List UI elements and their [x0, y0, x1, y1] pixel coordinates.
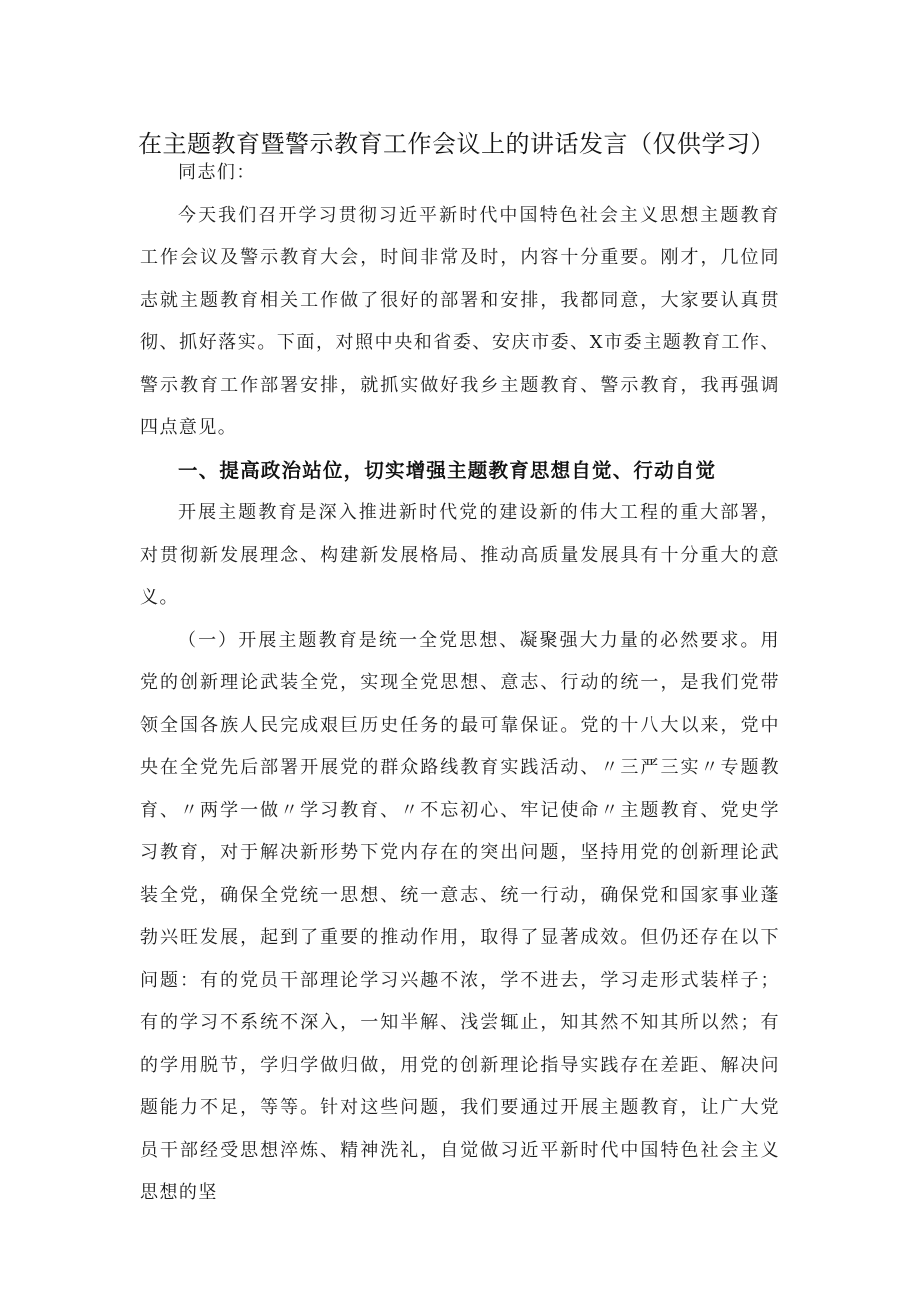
paragraph-intro: 今天我们召开学习贯彻习近平新时代中国特色社会主义思想主题教育工作会议及警示教育大会，时间非常及时，内容十分重要。刚才，几位同志就主题教育相关工作做了很好的部署和安排，我都同意，大家要认真贯彻、抓好落实。下面，对照中央和省委、安庆市委、X市委主题教育工作、警示教育工作部署安排，就抓实做好我乡主题教育、警示教育，我再强调四点意见。 — [140, 204, 780, 438]
paragraph-subsection-1: （一）开展主题教育是统一全党思想、凝聚强大力量的必然要求。用党的创新理论武装全党，实现全党思想、意志、行动的统一，是我们党带领全国各族人民完成艰巨历史任务的最可靠保证。党的十八大以来，党中央在全党先后部署开展党的群众路线教育实践活动、〃三严三实〃专题教育、〃两学一做〃学习教育、〃不忘初心、牢记使命〃主题教育、党史学习教育，对于解决新形势下党内存在的突出问题，坚持用党的创新理论武装全党，确保全党统一思想、统一意志、统一行动，确保党和国家事业蓬勃兴旺发展，起到了重要的推动作用，取得了显著成效。但仍还存在以下问题：有的党员干部理论学习兴趣不浓，学不进去，学习走形式装样子；有的学习不系统不深入，一知半解、浅尝辄止，知其然不知其所以然；有的学用脱节，学归学做归做，用党的创新理论指导实践存在差距、解决问题能力不足，等等。针对这些问题，我们要通过开展主题教育，让广大党员干部经受思想淬炼、精神洗礼，自觉做习近平新时代中国特色社会主义思想的坚 — [140, 629, 780, 1203]
greeting: 同志们： — [178, 162, 256, 183]
paragraph-section-1-intro: 开展主题教育是深入推进新时代党的建设新的伟大工程的重大部署，对贯彻新发展理念、构建新发展格局、推动高质量发展具有十分重大的意义。 — [140, 502, 780, 608]
document-title: 在主题教育暨警示教育工作会议上的讲话发言（仅供学习） — [138, 130, 775, 158]
section-heading-1: 一、提高政治站位，切实增强主题教育思想自觉、行动自觉 — [178, 458, 717, 482]
document-body — [140, 152, 780, 1215]
